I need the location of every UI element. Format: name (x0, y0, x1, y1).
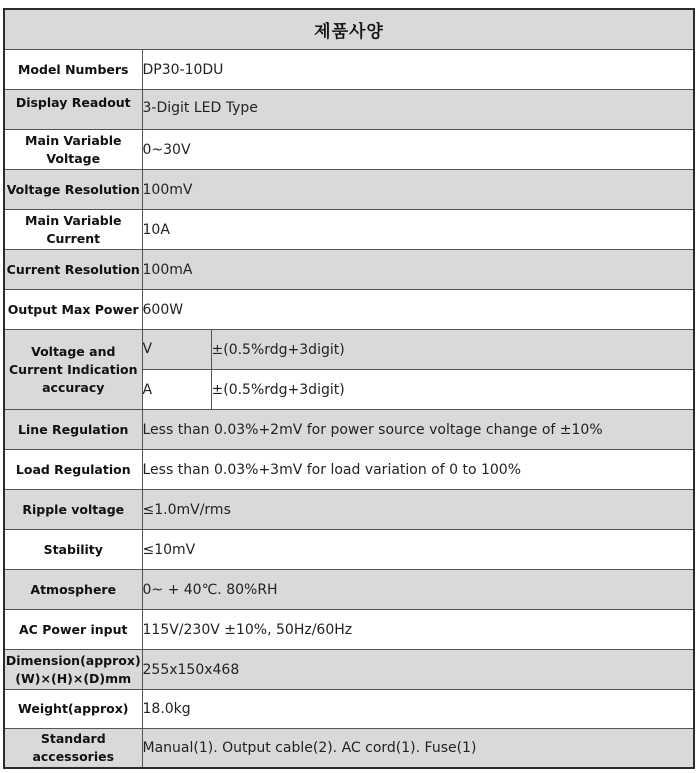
spec-row-output-max-power (4, 290, 694, 330)
spec-value: 18.0kg (142, 690, 694, 729)
spec-row-model-numbers (4, 50, 694, 90)
spec-row-dimension (4, 650, 694, 690)
spec-value: 255x150x468 (142, 650, 694, 690)
spec-value: ≤10mV (142, 530, 694, 570)
spec-label: Dimension(approx) (W)×(H)×(D)mm (4, 650, 142, 690)
spec-label: Voltage and Current Indication accuracy (4, 330, 142, 410)
spec-label: Main Variable Current (4, 210, 142, 250)
spec-label: Load Regulation (4, 450, 142, 490)
spec-value: Less than 0.03%+3mV for load variation of 0 to 100% (142, 450, 694, 490)
spec-value: ≤1.0mV/rms (142, 490, 694, 530)
spec-value: Manual(1). Output cable(2). AC cord(1). Fuse(1) (142, 729, 694, 768)
spec-row-voltage-resolution (4, 170, 694, 210)
spec-row-load-regulation (4, 450, 694, 490)
spec-value: 100mV (142, 170, 694, 210)
spec-row-weight (4, 690, 694, 729)
spec-row-standard-accessories (4, 729, 694, 768)
spec-row-stability (4, 530, 694, 570)
spec-row-current-resolution (4, 250, 694, 290)
spec-label: AC Power input (4, 610, 142, 650)
spec-label: Standard accessories (4, 729, 142, 768)
spec-row-atmosphere (4, 570, 694, 610)
spec-row-display-readout (4, 90, 694, 130)
spec-label: Stability (4, 530, 142, 570)
spec-value: 10A (142, 210, 694, 250)
spec-value: 100mA (142, 250, 694, 290)
title-row (4, 9, 694, 50)
spec-value: 0~30V (142, 130, 694, 170)
spec-row-indication-accuracy-v (4, 330, 694, 370)
spec-value: ±(0.5%rdg+3digit) (211, 370, 694, 410)
spec-row-ac-power-input (4, 610, 694, 650)
spec-label: Main Variable Voltage (4, 130, 142, 170)
spec-sub-key: A (142, 370, 211, 410)
spec-value: 0~ + 40℃. 80%RH (142, 570, 694, 610)
spec-value: ±(0.5%rdg+3digit) (211, 330, 694, 370)
spec-label: Line Regulation (4, 410, 142, 450)
spec-label: Voltage Resolution (4, 170, 142, 210)
spec-row-main-variable-voltage (4, 130, 694, 170)
spec-value: 600W (142, 290, 694, 330)
spec-value: DP30-10DU (142, 50, 694, 90)
spec-row-ripple-voltage (4, 490, 694, 530)
spec-value: Less than 0.03%+2mV for power source voltage change of ±10% (142, 410, 694, 450)
spec-sub-key: V (142, 330, 211, 370)
spec-value: 115V/230V ±10%, 50Hz/60Hz (142, 610, 694, 650)
spec-label: Ripple voltage (4, 490, 142, 530)
spec-row-main-variable-current (4, 210, 694, 250)
table-title: 제품사양 (4, 9, 694, 50)
spec-label: Model Numbers (4, 50, 142, 90)
spec-label: Atmosphere (4, 570, 142, 610)
spec-label: Current Resolution (4, 250, 142, 290)
spec-value: 3-Digit LED Type (142, 90, 694, 130)
spec-label: Display Readout (4, 90, 142, 130)
spec-label: Weight(approx) (4, 690, 142, 729)
spec-label: Output Max Power (4, 290, 142, 330)
spec-table (3, 8, 695, 769)
spec-row-line-regulation (4, 410, 694, 450)
